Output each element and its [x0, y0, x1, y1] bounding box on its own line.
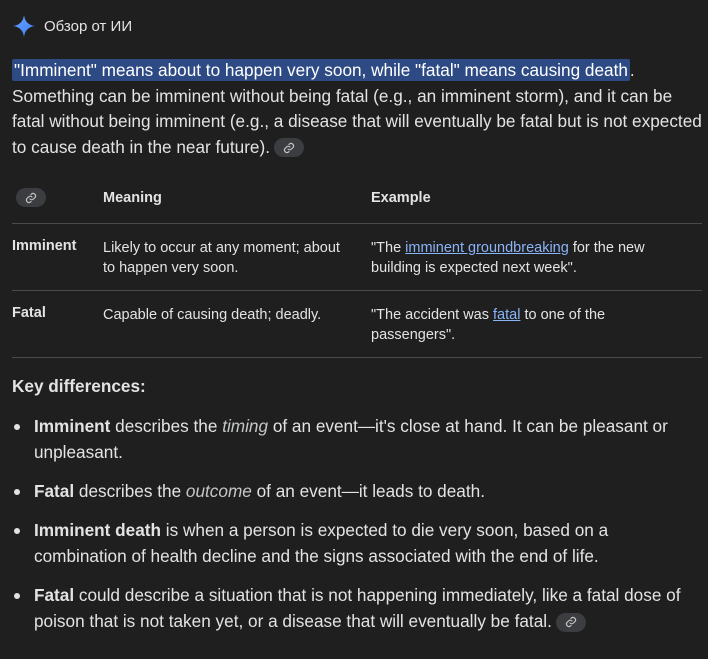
link-icon — [283, 142, 295, 154]
bullet-text: of an event—it's close at hand. It can be pleasant or unpleasant. — [34, 416, 668, 462]
list-item — [12, 517, 702, 569]
bullet-term: Fatal — [34, 585, 75, 605]
source-link-chip[interactable] — [556, 613, 586, 632]
ai-overview-title: Обзор от ИИ — [44, 17, 133, 35]
bullet-term: Fatal — [34, 481, 75, 501]
row-meaning: Capable of causing death; deadly. — [103, 307, 322, 323]
bullet-dot — [14, 528, 20, 534]
table-row — [12, 291, 702, 358]
row-term: Imminent — [12, 238, 77, 254]
key-differences-heading: Key differences: — [12, 376, 146, 396]
bullet-text: is when a person is expected to die very soon, based on a combination of health decline and the signs associated with the end of life. — [34, 520, 609, 566]
column-header-example: Example — [371, 190, 431, 206]
list-item — [12, 413, 702, 465]
bullet-text: of an event—it leads to death. — [251, 481, 485, 501]
bullet-term: Imminent — [34, 416, 111, 436]
row-term: Fatal — [12, 305, 46, 321]
bullet-dot — [14, 593, 20, 599]
bullet-text: describes the — [110, 416, 223, 436]
table-row — [12, 224, 702, 291]
intro-rest: . Something can be imminent without being fatal (e.g., an imminent storm), and it can be fatal without being imminent (e.g., a disease that will eventually be fatal but is not expected to cause death in the near future). — [12, 60, 702, 157]
example-link[interactable]: fatal — [493, 307, 521, 323]
example-text: "The accident was — [371, 307, 494, 323]
bullet-text: could describe a situation that is not happening immediately, like a fatal dose of poison that is not taken yet, or a disease that will eventually be fatal. — [34, 585, 681, 631]
column-header-meaning: Meaning — [103, 190, 162, 206]
list-item — [12, 478, 702, 504]
list-item — [12, 582, 702, 634]
example-text: "The — [371, 240, 406, 256]
example-text: for the new building is expected next week". — [371, 240, 645, 276]
header-chip-cell — [12, 188, 102, 207]
link-icon — [25, 192, 37, 204]
example-text: to one of the passengers". — [371, 307, 606, 343]
link-icon — [565, 616, 577, 628]
row-example — [371, 238, 691, 278]
comparison-table — [12, 180, 702, 358]
key-differences-list — [12, 413, 702, 647]
bullet-emphasis: outcome — [185, 481, 252, 501]
source-link-chip[interactable] — [274, 138, 304, 157]
bullet-text: describes the — [74, 481, 186, 501]
bullet-term: Imminent death — [34, 520, 162, 540]
gemini-sparkle-icon — [12, 14, 36, 38]
highlighted-definition: "Imminent" means about to happen very soon, while "fatal" means causing death — [14, 60, 628, 80]
row-meaning: Likely to occur at any moment; about to happen very soon. — [103, 240, 340, 276]
example-link[interactable]: imminent groundbreaking — [405, 240, 569, 256]
intro-paragraph — [12, 58, 706, 160]
ai-overview-header — [12, 14, 132, 38]
bullet-dot — [14, 424, 20, 430]
bullet-emphasis: timing — [222, 416, 269, 436]
table-header-row — [12, 180, 702, 224]
table-source-link-chip[interactable] — [16, 188, 46, 207]
bullet-dot — [14, 489, 20, 495]
row-example — [371, 305, 691, 345]
